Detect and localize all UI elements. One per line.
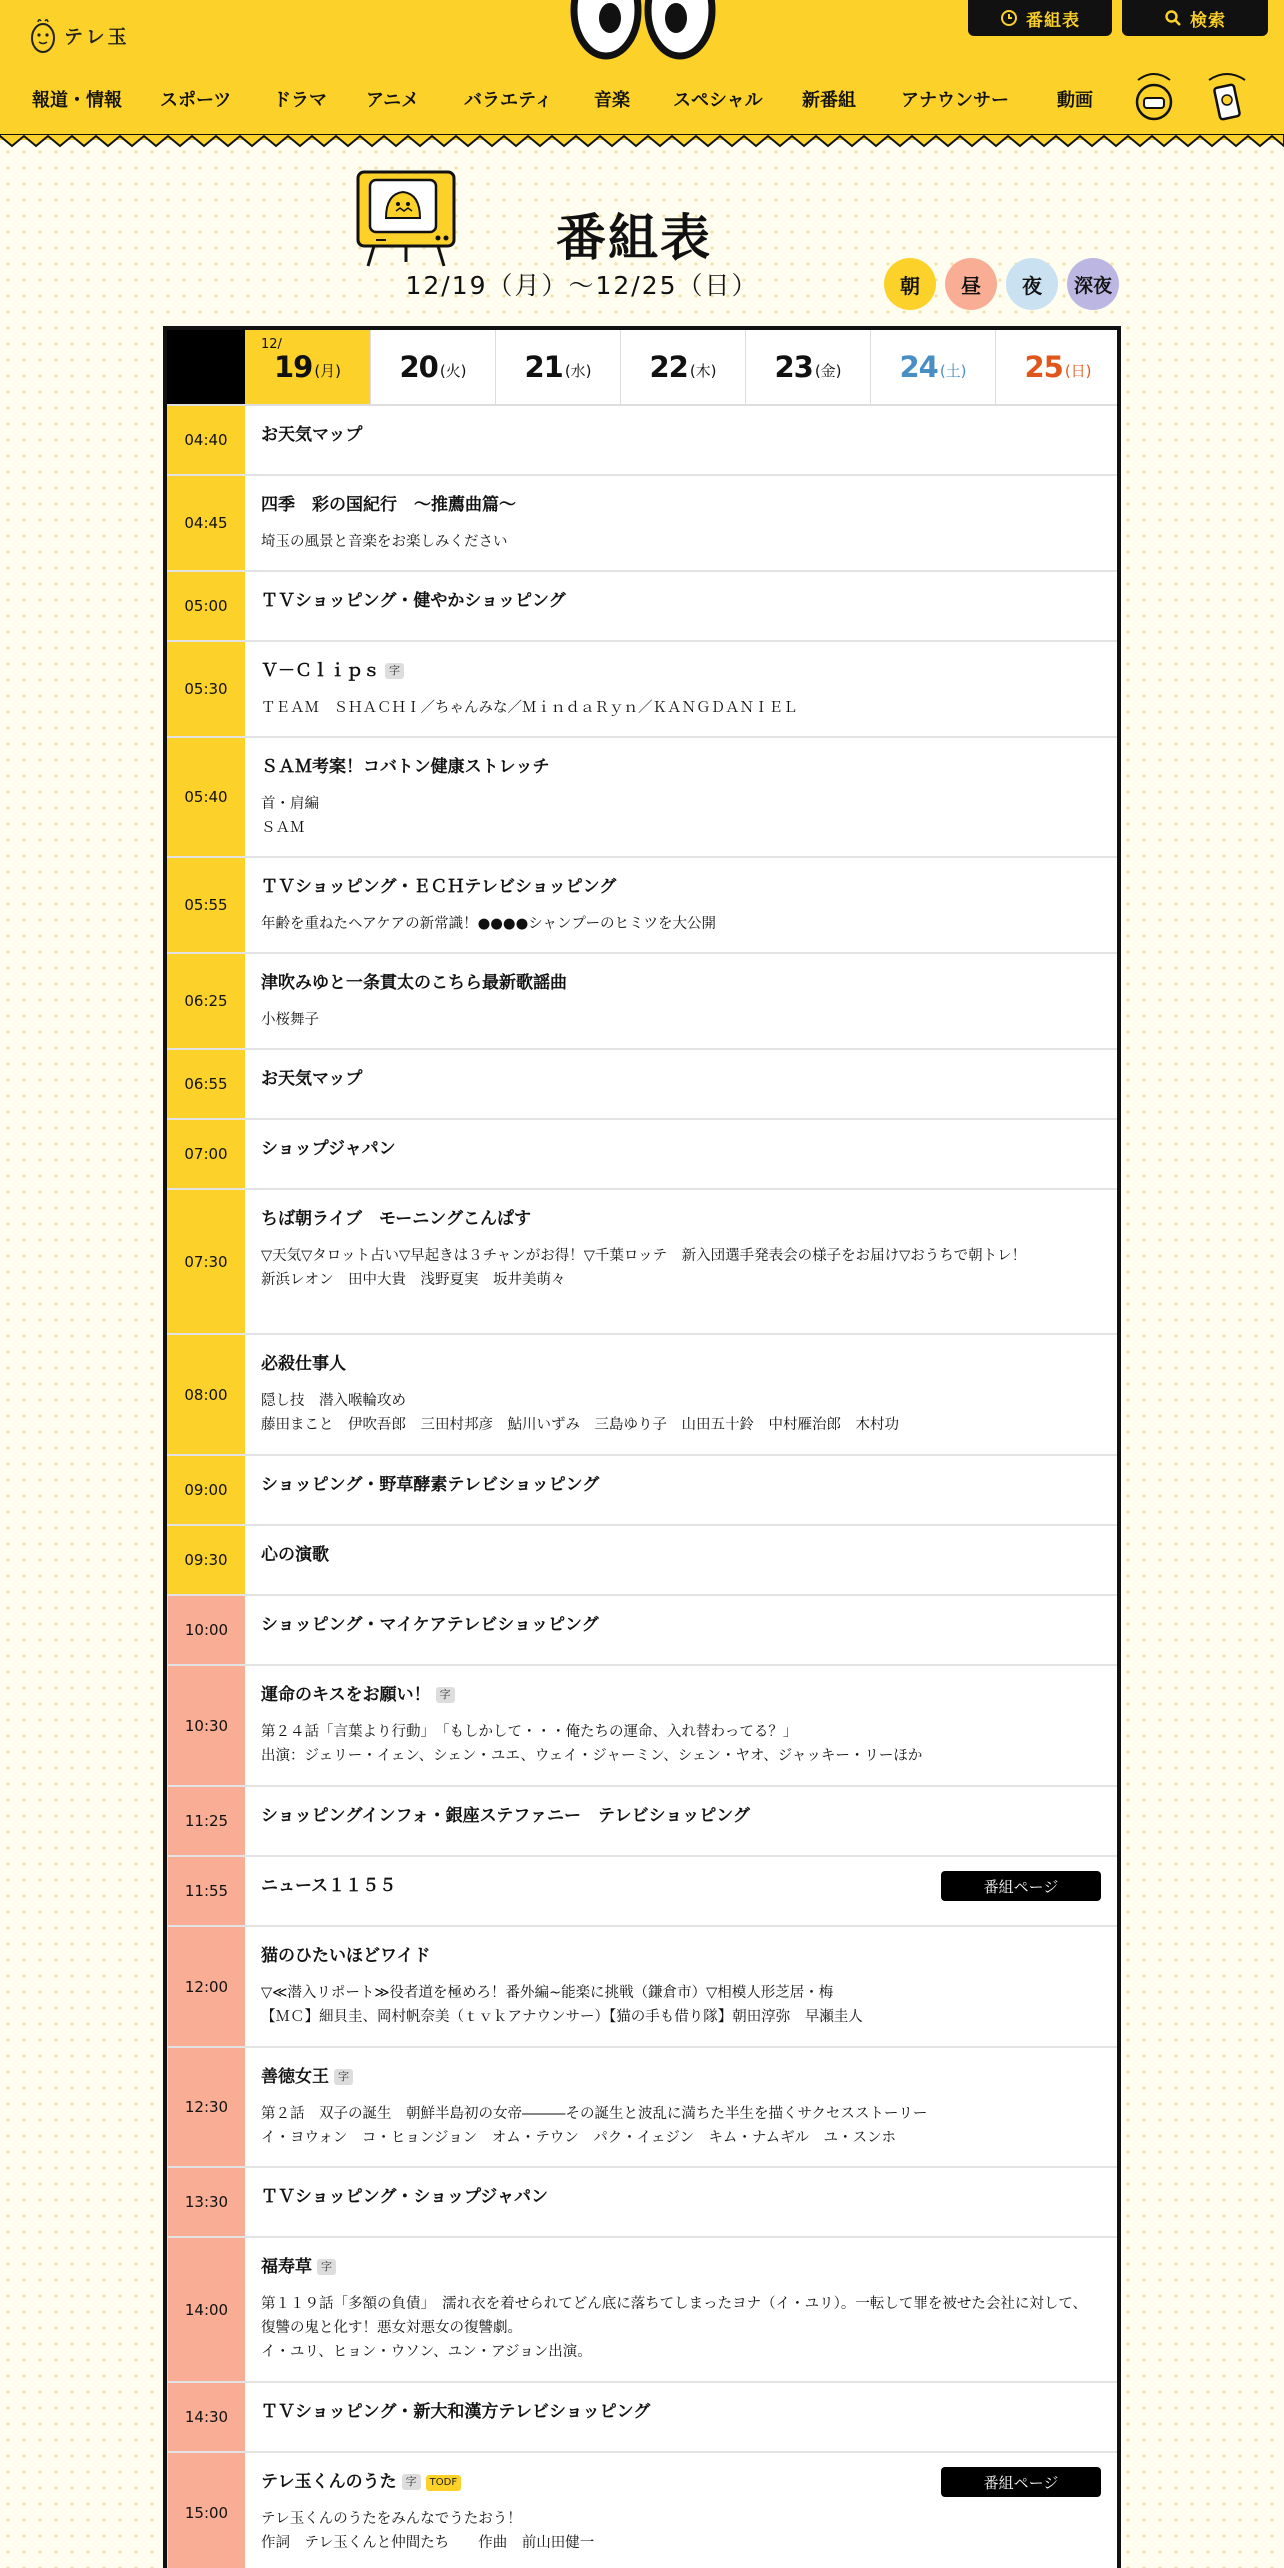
nav-anime[interactable]: アニメ bbox=[366, 90, 420, 111]
program-description: 第１１９話「多額の負債」 濡れ衣を着せられてどん底に落ちてしまったヨナ（イ・ユリ）。一転して罪を被せた会社に対して、復讐の鬼と化す！悪女対悪女の復讐劇。 イ・ユリ、ヒョン・ウソン、ユン・アジョン出演。 bbox=[261, 2296, 1088, 2360]
program-time: 06:55 bbox=[167, 1050, 245, 1118]
program-time: 11:55 bbox=[167, 1857, 245, 1925]
program-title[interactable]: ＴＶショッピング・ＥＣＨテレビショッピング bbox=[261, 877, 617, 897]
program-description: 埼玉の風景と音楽をお楽しみください bbox=[261, 534, 508, 550]
program-row[interactable] bbox=[167, 1596, 1117, 1666]
program-row[interactable] bbox=[167, 738, 1117, 858]
day-weekday: (木) bbox=[689, 361, 717, 380]
program-time: 11:25 bbox=[167, 1787, 245, 1855]
day-number: 20 bbox=[399, 350, 438, 384]
program-title[interactable]: ショップジャパン bbox=[261, 1139, 396, 1159]
program-time: 14:30 bbox=[167, 2383, 245, 2451]
program-row[interactable] bbox=[167, 858, 1117, 954]
program-row[interactable] bbox=[167, 1526, 1117, 1596]
tele-tama-icon[interactable] bbox=[1130, 68, 1178, 122]
program-time: 12:30 bbox=[167, 2048, 245, 2166]
program-row[interactable] bbox=[167, 954, 1117, 1050]
program-time: 09:30 bbox=[167, 1526, 245, 1594]
nav-announcer[interactable]: アナウンサー bbox=[901, 90, 1009, 111]
program-title[interactable]: ショッピングインフォ・銀座ステファニー テレビショッピング bbox=[261, 1806, 750, 1826]
program-row[interactable] bbox=[167, 476, 1117, 572]
clock-icon bbox=[1000, 9, 1018, 27]
program-row[interactable] bbox=[167, 1787, 1117, 1857]
subtitle-badge: 字 bbox=[436, 1687, 455, 1703]
program-row[interactable] bbox=[167, 2383, 1117, 2453]
program-time: 10:30 bbox=[167, 1666, 245, 1785]
time-morning-button[interactable]: 朝 bbox=[884, 258, 936, 310]
day-tab-19[interactable] bbox=[245, 330, 370, 404]
program-row[interactable] bbox=[167, 406, 1117, 476]
day-weekday: (水) bbox=[564, 361, 592, 380]
program-title[interactable]: Ｖ－Ｃｌｉｐｓ 字 bbox=[261, 660, 1101, 682]
day-tab-24[interactable] bbox=[870, 330, 995, 404]
day-number: 24 bbox=[899, 350, 938, 384]
subtitle-badge: 字 bbox=[385, 663, 404, 679]
nav-music[interactable]: 音楽 bbox=[594, 90, 630, 111]
program-row[interactable] bbox=[167, 1050, 1117, 1120]
program-title[interactable]: 津吹みゆと一条貫太のこちら最新歌謡曲 bbox=[261, 973, 567, 993]
tele-tama-mascot-icon bbox=[30, 16, 56, 54]
program-description: 首・肩編 ＳＡＭ bbox=[261, 796, 319, 836]
app-icon[interactable] bbox=[1203, 68, 1251, 122]
nav-news[interactable]: 報道・情報 bbox=[32, 90, 122, 111]
program-time: 15:00 bbox=[167, 2453, 245, 2568]
program-title[interactable]: 猫のひたいほどワイド bbox=[261, 1946, 431, 1966]
program-time: 05:55 bbox=[167, 858, 245, 952]
day-weekday: (土) bbox=[939, 361, 967, 380]
program-row[interactable] bbox=[167, 1190, 1117, 1335]
day-weekday: (金) bbox=[814, 361, 842, 380]
program-time: 07:00 bbox=[167, 1120, 245, 1188]
search-icon bbox=[1164, 9, 1182, 27]
day-number: 22 bbox=[649, 350, 688, 384]
day-tab-20[interactable] bbox=[370, 330, 495, 404]
program-row[interactable] bbox=[167, 1666, 1117, 1787]
schedule-button[interactable] bbox=[968, 0, 1112, 36]
program-time: 07:30 bbox=[167, 1190, 245, 1333]
day-tabs bbox=[167, 330, 1117, 406]
mascot-eyes-icon bbox=[568, 0, 718, 62]
time-daytime-button[interactable]: 昼 bbox=[945, 258, 997, 310]
program-title[interactable]: テレ玉くんのうた 字 TODF bbox=[261, 2471, 1101, 2493]
program-time: 08:00 bbox=[167, 1335, 245, 1454]
nav-variety[interactable]: バラエティ bbox=[464, 90, 553, 111]
program-title[interactable]: ニュース１１５５ bbox=[261, 1876, 397, 1896]
program-time: 05:30 bbox=[167, 642, 245, 736]
nav-special[interactable]: スペシャル bbox=[673, 90, 763, 111]
program-row[interactable] bbox=[167, 1927, 1117, 2048]
program-time: 05:00 bbox=[167, 572, 245, 640]
program-row[interactable] bbox=[167, 2168, 1117, 2238]
schedule-button-label: 番組表 bbox=[1026, 10, 1080, 31]
program-row[interactable] bbox=[167, 1857, 1117, 1927]
nav-video[interactable]: 動画 bbox=[1057, 90, 1093, 111]
program-description: 小桜舞子 bbox=[261, 1012, 319, 1028]
program-title[interactable]: 必殺仕事人 bbox=[261, 1354, 346, 1374]
time-late-night-button[interactable]: 深夜 bbox=[1067, 258, 1119, 310]
program-description: 隠し技 潜入喉輪攻め 藤田まこと 伊吹吾郎 三田村邦彦 鮎川いずみ 三島ゆり子 山田五十鈴 中村雁治郎 木村功 bbox=[261, 1393, 899, 1433]
time-night-button[interactable]: 夜 bbox=[1006, 258, 1058, 310]
page-title: 番組表 bbox=[556, 209, 712, 267]
nav-drama[interactable]: ドラマ bbox=[273, 90, 327, 111]
program-row[interactable] bbox=[167, 2048, 1117, 2168]
program-time: 13:30 bbox=[167, 2168, 245, 2236]
program-row[interactable] bbox=[167, 1120, 1117, 1190]
program-time: 10:00 bbox=[167, 1596, 245, 1664]
day-weekday: (火) bbox=[439, 361, 467, 380]
day-number: 19 bbox=[273, 350, 313, 384]
program-title[interactable]: 運命のキスをお願い！ 字 bbox=[261, 1684, 1101, 1706]
program-title[interactable]: ショッピング・野草酵素テレビショッピング bbox=[261, 1475, 600, 1495]
program-description: ▽≪潜入リポート≫役者道を極めろ！番外編~能楽に挑戦（鎌倉市）▽相模人形芝居・梅 【ＭＣ】細貝圭、岡村帆奈美（ｔｖｋアナウンサー）【猫の手も借り隊】朝田淳弥 早瀬圭人 bbox=[261, 1985, 863, 2025]
program-row[interactable] bbox=[167, 2238, 1117, 2383]
program-row[interactable] bbox=[167, 1335, 1117, 1456]
site-header bbox=[0, 0, 1284, 140]
day-tab-23[interactable] bbox=[745, 330, 870, 404]
program-row[interactable] bbox=[167, 642, 1117, 738]
program-title[interactable]: 福寿草 字 bbox=[261, 2256, 1101, 2278]
program-row[interactable] bbox=[167, 1456, 1117, 1526]
search-button-label: 検索 bbox=[1190, 10, 1226, 31]
program-page-button[interactable]: 番組ページ bbox=[941, 2467, 1101, 2497]
program-page-button[interactable]: 番組ページ bbox=[941, 1871, 1101, 1901]
day-number: 21 bbox=[524, 350, 563, 384]
program-title[interactable]: お天気マップ bbox=[261, 1069, 363, 1089]
program-time: 12:00 bbox=[167, 1927, 245, 2046]
date-range: 12/19（月）〜12/25（日） bbox=[405, 271, 759, 300]
program-title[interactable]: ＴＶショッピング・新大和漢方テレビショッピング bbox=[261, 2402, 651, 2422]
nav-new-programs[interactable]: 新番組 bbox=[802, 90, 856, 111]
program-description: ▽天気▽タロット占い▽早起きは３チャンがお得！▽千葉ロッテ 新入団選手発表会の様子をお届け▽おうちで朝トレ！ 新浜レオン 田中大貴 浅野夏実 坂井美萌々 bbox=[261, 1248, 1027, 1288]
logo-text: テレ玉 bbox=[64, 25, 130, 48]
program-description: テレ玉くんのうたをみんなでうたおう！ 作詞 テレ玉くんと仲間たち 作曲 前山田健一 bbox=[261, 2511, 595, 2551]
search-button[interactable] bbox=[1122, 0, 1268, 36]
subtitle-badge: 字 bbox=[334, 2069, 353, 2085]
day-tab-21[interactable] bbox=[495, 330, 620, 404]
day-month: 12/ bbox=[261, 337, 282, 352]
day-number: 23 bbox=[774, 350, 813, 384]
header-zigzag bbox=[0, 134, 1284, 152]
program-title[interactable]: ＴＶショッピング・健やかショッピング bbox=[261, 591, 566, 611]
program-description: 第２４話「言葉より行動」 「もしかして・・・俺たちの運命、入れ替わってる？」 出演：ジェリー・イェン、シェン・ユエ、ウェイ・ジャーミン、シェン・ヤオ、ジャッキー・リーほか bbox=[261, 1724, 923, 1764]
program-description: 年齢を重ねたヘアケアの新常識！●●●●シャンプーのヒミツを大公開 bbox=[261, 916, 717, 932]
program-row[interactable] bbox=[167, 2453, 1117, 2568]
program-title[interactable]: 心の演歌 bbox=[261, 1545, 329, 1565]
program-title[interactable]: お天気マップ bbox=[261, 425, 363, 445]
program-time: 06:25 bbox=[167, 954, 245, 1048]
day-number: 25 bbox=[1024, 350, 1063, 384]
program-description: ＴＥＡＭ ＳＨＡＣＨＩ／ちゃんみな／ＭｉｎｄａＲｙｎ／ＫＡＮＧＤＡＮＩＥＬ bbox=[261, 700, 798, 716]
day-weekday: (月) bbox=[314, 361, 342, 380]
subtitle-badge: 字 bbox=[317, 2259, 336, 2275]
subtitle-badge: 字 bbox=[402, 2474, 421, 2490]
program-time: 04:40 bbox=[167, 406, 245, 474]
program-title[interactable]: ＴＶショッピング・ショップジャパン bbox=[261, 2187, 548, 2207]
program-description: 第２話 双子の誕生 朝鮮半島初の女帝―――その誕生と波乱に満ちた半生を描くサクセスストーリー イ・ヨウォン コ・ヒョンジョン オム・テウン パク・イェジン キム・ナムギル ユ・スンホ bbox=[261, 2106, 928, 2146]
program-time: 05:40 bbox=[167, 738, 245, 856]
program-title[interactable]: 善徳女王 字 bbox=[261, 2066, 1101, 2088]
program-time: 09:00 bbox=[167, 1456, 245, 1524]
site-logo[interactable] bbox=[30, 16, 130, 54]
program-row[interactable] bbox=[167, 572, 1117, 642]
day-tab-22[interactable] bbox=[620, 330, 745, 404]
schedule-table bbox=[163, 326, 1121, 2568]
todf-badge: TODF bbox=[426, 2475, 461, 2491]
program-title[interactable]: ちば朝ライブ モーニングこんぱす bbox=[261, 1209, 531, 1229]
day-tab-25[interactable] bbox=[995, 330, 1120, 404]
program-title[interactable]: ショッピング・マイケアテレビショッピング bbox=[261, 1615, 599, 1635]
program-time: 04:45 bbox=[167, 476, 245, 570]
day-weekday: (日) bbox=[1064, 361, 1092, 380]
program-time: 14:00 bbox=[167, 2238, 245, 2381]
program-title[interactable]: 四季 彩の国紀行 ～推薦曲篇～ bbox=[261, 495, 516, 515]
program-title[interactable]: ＳＡＭ考案！コバトン健康ストレッチ bbox=[261, 757, 550, 777]
nav-sports[interactable]: スポーツ bbox=[160, 90, 232, 111]
day-tabs-corner bbox=[167, 330, 245, 404]
